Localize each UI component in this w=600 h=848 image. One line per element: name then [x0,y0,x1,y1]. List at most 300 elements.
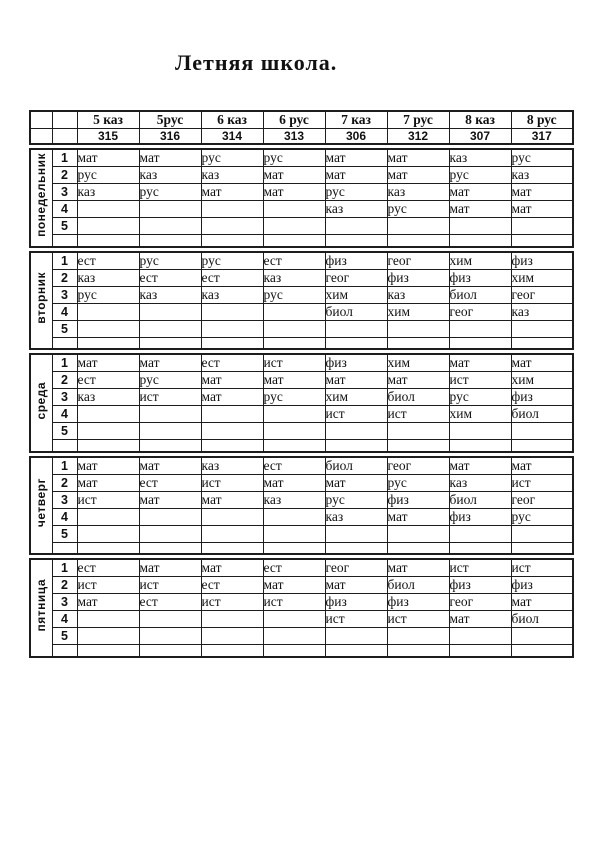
subject-cell-empty [387,235,449,247]
subject-cell: хим [387,303,449,320]
subject-cell-empty [201,337,263,349]
subject-cell: мат [139,559,201,577]
period-row [30,457,573,475]
subject-cell: рус [449,167,511,184]
period-row [30,184,573,201]
day-label: понедельник [34,153,49,238]
subject-cell-empty [77,645,139,657]
period-number-cell-empty [52,542,77,554]
subject-cell: каз [201,286,263,303]
period-number-cell: 1 [52,457,77,475]
subject-cell: хим [449,406,511,423]
subject-cell: ист [387,406,449,423]
class-header-cell: 6 рус [263,111,325,129]
subject-cell-empty [263,440,325,452]
subject-cell: мат [325,167,387,184]
subject-cell [139,218,201,235]
day-block-4 [29,456,574,556]
subject-cell: ист [263,354,325,372]
subject-cell: рус [387,201,449,218]
room-number-cell: 313 [263,129,325,145]
subject-cell [139,423,201,440]
room-number-row [30,129,573,145]
subject-cell: ест [77,252,139,270]
day-column-spacer [30,129,52,145]
subject-cell: каз [449,149,511,167]
subject-cell: ест [139,474,201,491]
subject-cell: ист [325,406,387,423]
subject-cell: ист [325,611,387,628]
subject-cell: геог [387,252,449,270]
subject-cell [263,611,325,628]
period-row [30,218,573,235]
period-number-cell: 2 [52,577,77,594]
subject-cell: ист [139,577,201,594]
subject-cell [77,628,139,645]
subject-cell: каз [77,269,139,286]
room-number-cell: 315 [77,129,139,145]
subject-cell [77,201,139,218]
spacer-row [30,235,573,247]
subject-cell [201,303,263,320]
subject-cell [263,218,325,235]
period-number-cell-empty [52,440,77,452]
subject-cell: ист [511,559,573,577]
subject-cell: ест [77,372,139,389]
subject-cell: геог [325,269,387,286]
period-number-cell: 3 [52,594,77,611]
subject-cell [325,218,387,235]
subject-cell [201,525,263,542]
subject-cell [77,508,139,525]
day-label-cell [30,354,52,452]
subject-cell: мат [387,372,449,389]
class-header-cell: 5рус [139,111,201,129]
subject-cell: геог [325,559,387,577]
period-number-cell: 1 [52,149,77,167]
subject-cell: мат [449,611,511,628]
subject-cell: хим [449,252,511,270]
subject-cell [387,218,449,235]
subject-cell-empty [263,337,325,349]
period-number-cell: 2 [52,269,77,286]
period-column-spacer [52,111,77,129]
subject-cell: геог [511,491,573,508]
subject-cell: ест [139,594,201,611]
subject-cell [77,218,139,235]
subject-cell: каз [325,201,387,218]
subject-cell [511,423,573,440]
period-number-cell: 1 [52,559,77,577]
subject-cell: каз [387,184,449,201]
day-label-cell [30,252,52,350]
period-row [30,372,573,389]
subject-cell: мат [511,594,573,611]
day-block-body [30,252,573,350]
subject-cell: ист [201,474,263,491]
subject-cell-empty [139,337,201,349]
room-number-cell: 312 [387,129,449,145]
subject-cell: мат [201,559,263,577]
period-row [30,525,573,542]
subject-cell-empty [77,440,139,452]
subject-cell [449,628,511,645]
class-header-cell: 6 каз [201,111,263,129]
subject-cell [449,320,511,337]
subject-cell: каз [139,167,201,184]
subject-cell: геог [449,303,511,320]
period-number-cell: 4 [52,201,77,218]
subject-cell-empty [387,645,449,657]
subject-cell [263,201,325,218]
day-block-body [30,559,573,657]
period-number-cell: 5 [52,218,77,235]
subject-cell: физ [387,269,449,286]
subject-cell-empty [263,235,325,247]
subject-cell: мат [77,354,139,372]
subject-cell: биол [387,389,449,406]
subject-cell [139,201,201,218]
subject-cell: биол [511,611,573,628]
period-row [30,354,573,372]
period-row [30,491,573,508]
period-row [30,577,573,594]
subject-cell: рус [263,389,325,406]
subject-cell: мат [201,372,263,389]
period-number-cell: 2 [52,167,77,184]
subject-cell [325,525,387,542]
subject-cell: геог [511,286,573,303]
subject-cell: ест [263,559,325,577]
period-number-cell: 1 [52,354,77,372]
period-number-cell: 3 [52,491,77,508]
subject-cell: мат [201,184,263,201]
subject-cell: мат [511,201,573,218]
subject-cell: рус [139,184,201,201]
subject-cell: физ [511,252,573,270]
subject-cell: ист [449,372,511,389]
period-number-cell-empty [52,235,77,247]
subject-cell: рус [263,149,325,167]
subject-cell-empty [387,542,449,554]
subject-cell: мат [263,372,325,389]
subject-cell [263,303,325,320]
subject-cell [263,628,325,645]
subject-cell-empty [325,645,387,657]
subject-cell: физ [325,252,387,270]
subject-cell [511,320,573,337]
subject-cell [201,508,263,525]
subject-cell: каз [139,286,201,303]
subject-cell-empty [511,235,573,247]
period-number-cell-empty [52,337,77,349]
subject-cell-empty [139,440,201,452]
day-label: пятница [34,579,49,632]
day-block-3 [29,353,574,453]
subject-cell-empty [77,337,139,349]
subject-cell: ест [139,269,201,286]
subject-cell: геог [387,457,449,475]
period-row [30,167,573,184]
header-table [29,110,574,145]
period-row [30,508,573,525]
subject-cell: биол [449,286,511,303]
spacer-row [30,337,573,349]
day-block-body [30,457,573,555]
period-number-cell: 3 [52,389,77,406]
subject-cell: рус [325,491,387,508]
subject-cell: мат [201,389,263,406]
period-number-cell-empty [52,645,77,657]
subject-cell [449,525,511,542]
subject-cell-empty [263,645,325,657]
class-header-cell: 5 каз [77,111,139,129]
subject-cell: физ [449,508,511,525]
subject-cell [201,218,263,235]
subject-cell [201,320,263,337]
subject-cell: каз [201,167,263,184]
subject-cell: каз [449,474,511,491]
subject-cell: мат [511,184,573,201]
subject-cell: хим [325,286,387,303]
subject-cell [77,320,139,337]
subject-cell-empty [325,542,387,554]
subject-cell: мат [511,354,573,372]
subject-cell [387,628,449,645]
subject-cell-empty [511,440,573,452]
subject-cell: ист [139,389,201,406]
subject-cell: рус [449,389,511,406]
page-title: Летняя школа. [175,50,338,75]
period-number-cell: 5 [52,525,77,542]
subject-cell-empty [139,235,201,247]
period-row [30,628,573,645]
subject-cell-empty [387,440,449,452]
subject-cell [139,406,201,423]
subject-cell [201,423,263,440]
subject-cell-empty [449,542,511,554]
subject-cell: мат [263,167,325,184]
subject-cell: биол [511,406,573,423]
subject-cell: рус [511,149,573,167]
subject-cell: ест [201,577,263,594]
subject-cell [201,611,263,628]
schedule [29,110,572,661]
subject-cell: мат [387,167,449,184]
subject-cell-empty [325,440,387,452]
day-block-5 [29,558,574,658]
subject-cell: хим [325,389,387,406]
period-row [30,594,573,611]
room-number-cell: 314 [201,129,263,145]
subject-cell: мат [325,372,387,389]
period-number-cell: 4 [52,406,77,423]
subject-cell: ист [449,559,511,577]
subject-cell-empty [325,235,387,247]
subject-cell [139,525,201,542]
period-number-cell: 5 [52,423,77,440]
room-number-cell: 317 [511,129,573,145]
subject-cell: физ [387,594,449,611]
subject-cell-empty [387,337,449,349]
period-number-cell: 1 [52,252,77,270]
subject-cell: ист [511,474,573,491]
spacer-row [30,645,573,657]
subject-cell-empty [449,235,511,247]
subject-cell-empty [325,337,387,349]
subject-cell [77,525,139,542]
subject-cell [325,628,387,645]
subject-cell: рус [387,474,449,491]
subject-cell [511,525,573,542]
subject-cell: биол [325,457,387,475]
subject-cell-empty [77,235,139,247]
subject-cell: каз [511,303,573,320]
subject-cell: физ [449,577,511,594]
subject-cell: ист [201,594,263,611]
subject-cell-empty [449,645,511,657]
subject-cell: каз [387,286,449,303]
header-table-body [30,111,573,144]
subject-cell: рус [201,149,263,167]
subject-cell: физ [511,577,573,594]
subject-cell-empty [511,542,573,554]
subject-cell [139,628,201,645]
subject-cell: мат [325,577,387,594]
class-header-cell: 7 каз [325,111,387,129]
subject-cell [201,628,263,645]
subject-cell: каз [77,389,139,406]
day-label-cell [30,457,52,555]
day-label: четверг [34,478,49,528]
period-row [30,423,573,440]
period-row [30,201,573,218]
day-block-1 [29,148,574,248]
subject-cell: мат [77,149,139,167]
subject-cell: рус [325,184,387,201]
subject-cell: физ [325,354,387,372]
subject-cell: мат [139,354,201,372]
period-number-cell: 4 [52,508,77,525]
subject-cell-empty [511,337,573,349]
subject-cell: физ [387,491,449,508]
subject-cell: ест [201,354,263,372]
subject-cell-empty [201,440,263,452]
subject-cell: каз [325,508,387,525]
spacer-row [30,542,573,554]
subject-cell [201,406,263,423]
period-number-cell: 5 [52,628,77,645]
subject-cell: каз [263,269,325,286]
subject-cell: ист [77,491,139,508]
subject-cell: геог [449,594,511,611]
period-row [30,559,573,577]
day-label: среда [34,381,49,419]
day-label: вторник [34,271,49,324]
subject-cell-empty [201,542,263,554]
subject-cell: рус [77,167,139,184]
subject-cell: каз [201,457,263,475]
subject-cell: биол [387,577,449,594]
subject-cell-empty [449,440,511,452]
period-number-cell: 3 [52,286,77,303]
subject-cell: мат [139,149,201,167]
subject-cell: мат [511,457,573,475]
class-header-row [30,111,573,129]
period-row [30,269,573,286]
subject-cell-empty [201,645,263,657]
subject-cell [139,303,201,320]
subject-cell: биол [449,491,511,508]
room-number-cell: 307 [449,129,511,145]
subject-cell [77,423,139,440]
period-row [30,286,573,303]
period-row [30,149,573,167]
subject-cell [325,423,387,440]
subject-cell: мат [387,149,449,167]
subject-cell: ист [263,594,325,611]
period-row [30,474,573,491]
subject-cell-empty [263,542,325,554]
day-block-2 [29,251,574,351]
subject-cell: физ [325,594,387,611]
subject-cell: рус [77,286,139,303]
class-header-cell: 8 рус [511,111,573,129]
spacer-row [30,440,573,452]
class-header-cell: 8 каз [449,111,511,129]
subject-cell: мат [325,149,387,167]
period-row [30,406,573,423]
period-row [30,320,573,337]
subject-cell [77,303,139,320]
subject-cell: мат [325,474,387,491]
subject-cell [511,628,573,645]
subject-cell [201,201,263,218]
subject-cell: мат [263,184,325,201]
subject-cell-empty [511,645,573,657]
day-label-cell [30,559,52,657]
subject-cell [77,611,139,628]
subject-cell [77,406,139,423]
subject-cell-empty [449,337,511,349]
subject-cell: мат [449,201,511,218]
subject-cell: хим [511,269,573,286]
subject-cell: биол [325,303,387,320]
subject-cell-empty [139,645,201,657]
day-label-cell [30,149,52,247]
subject-cell: мат [139,457,201,475]
subject-cell [139,508,201,525]
subject-cell: мат [449,184,511,201]
subject-cell: мат [77,594,139,611]
subject-cell [387,423,449,440]
day-block-body [30,149,573,247]
subject-cell: хим [511,372,573,389]
subject-cell: каз [263,491,325,508]
period-number-cell: 4 [52,611,77,628]
period-row [30,252,573,270]
subject-cell: ест [263,457,325,475]
period-number-cell: 4 [52,303,77,320]
period-row [30,389,573,406]
subject-cell: мат [77,474,139,491]
day-column-spacer [30,111,52,129]
subject-cell [139,611,201,628]
subject-cell: рус [139,252,201,270]
period-number-cell: 3 [52,184,77,201]
period-column-spacer [52,129,77,145]
period-number-cell: 2 [52,372,77,389]
